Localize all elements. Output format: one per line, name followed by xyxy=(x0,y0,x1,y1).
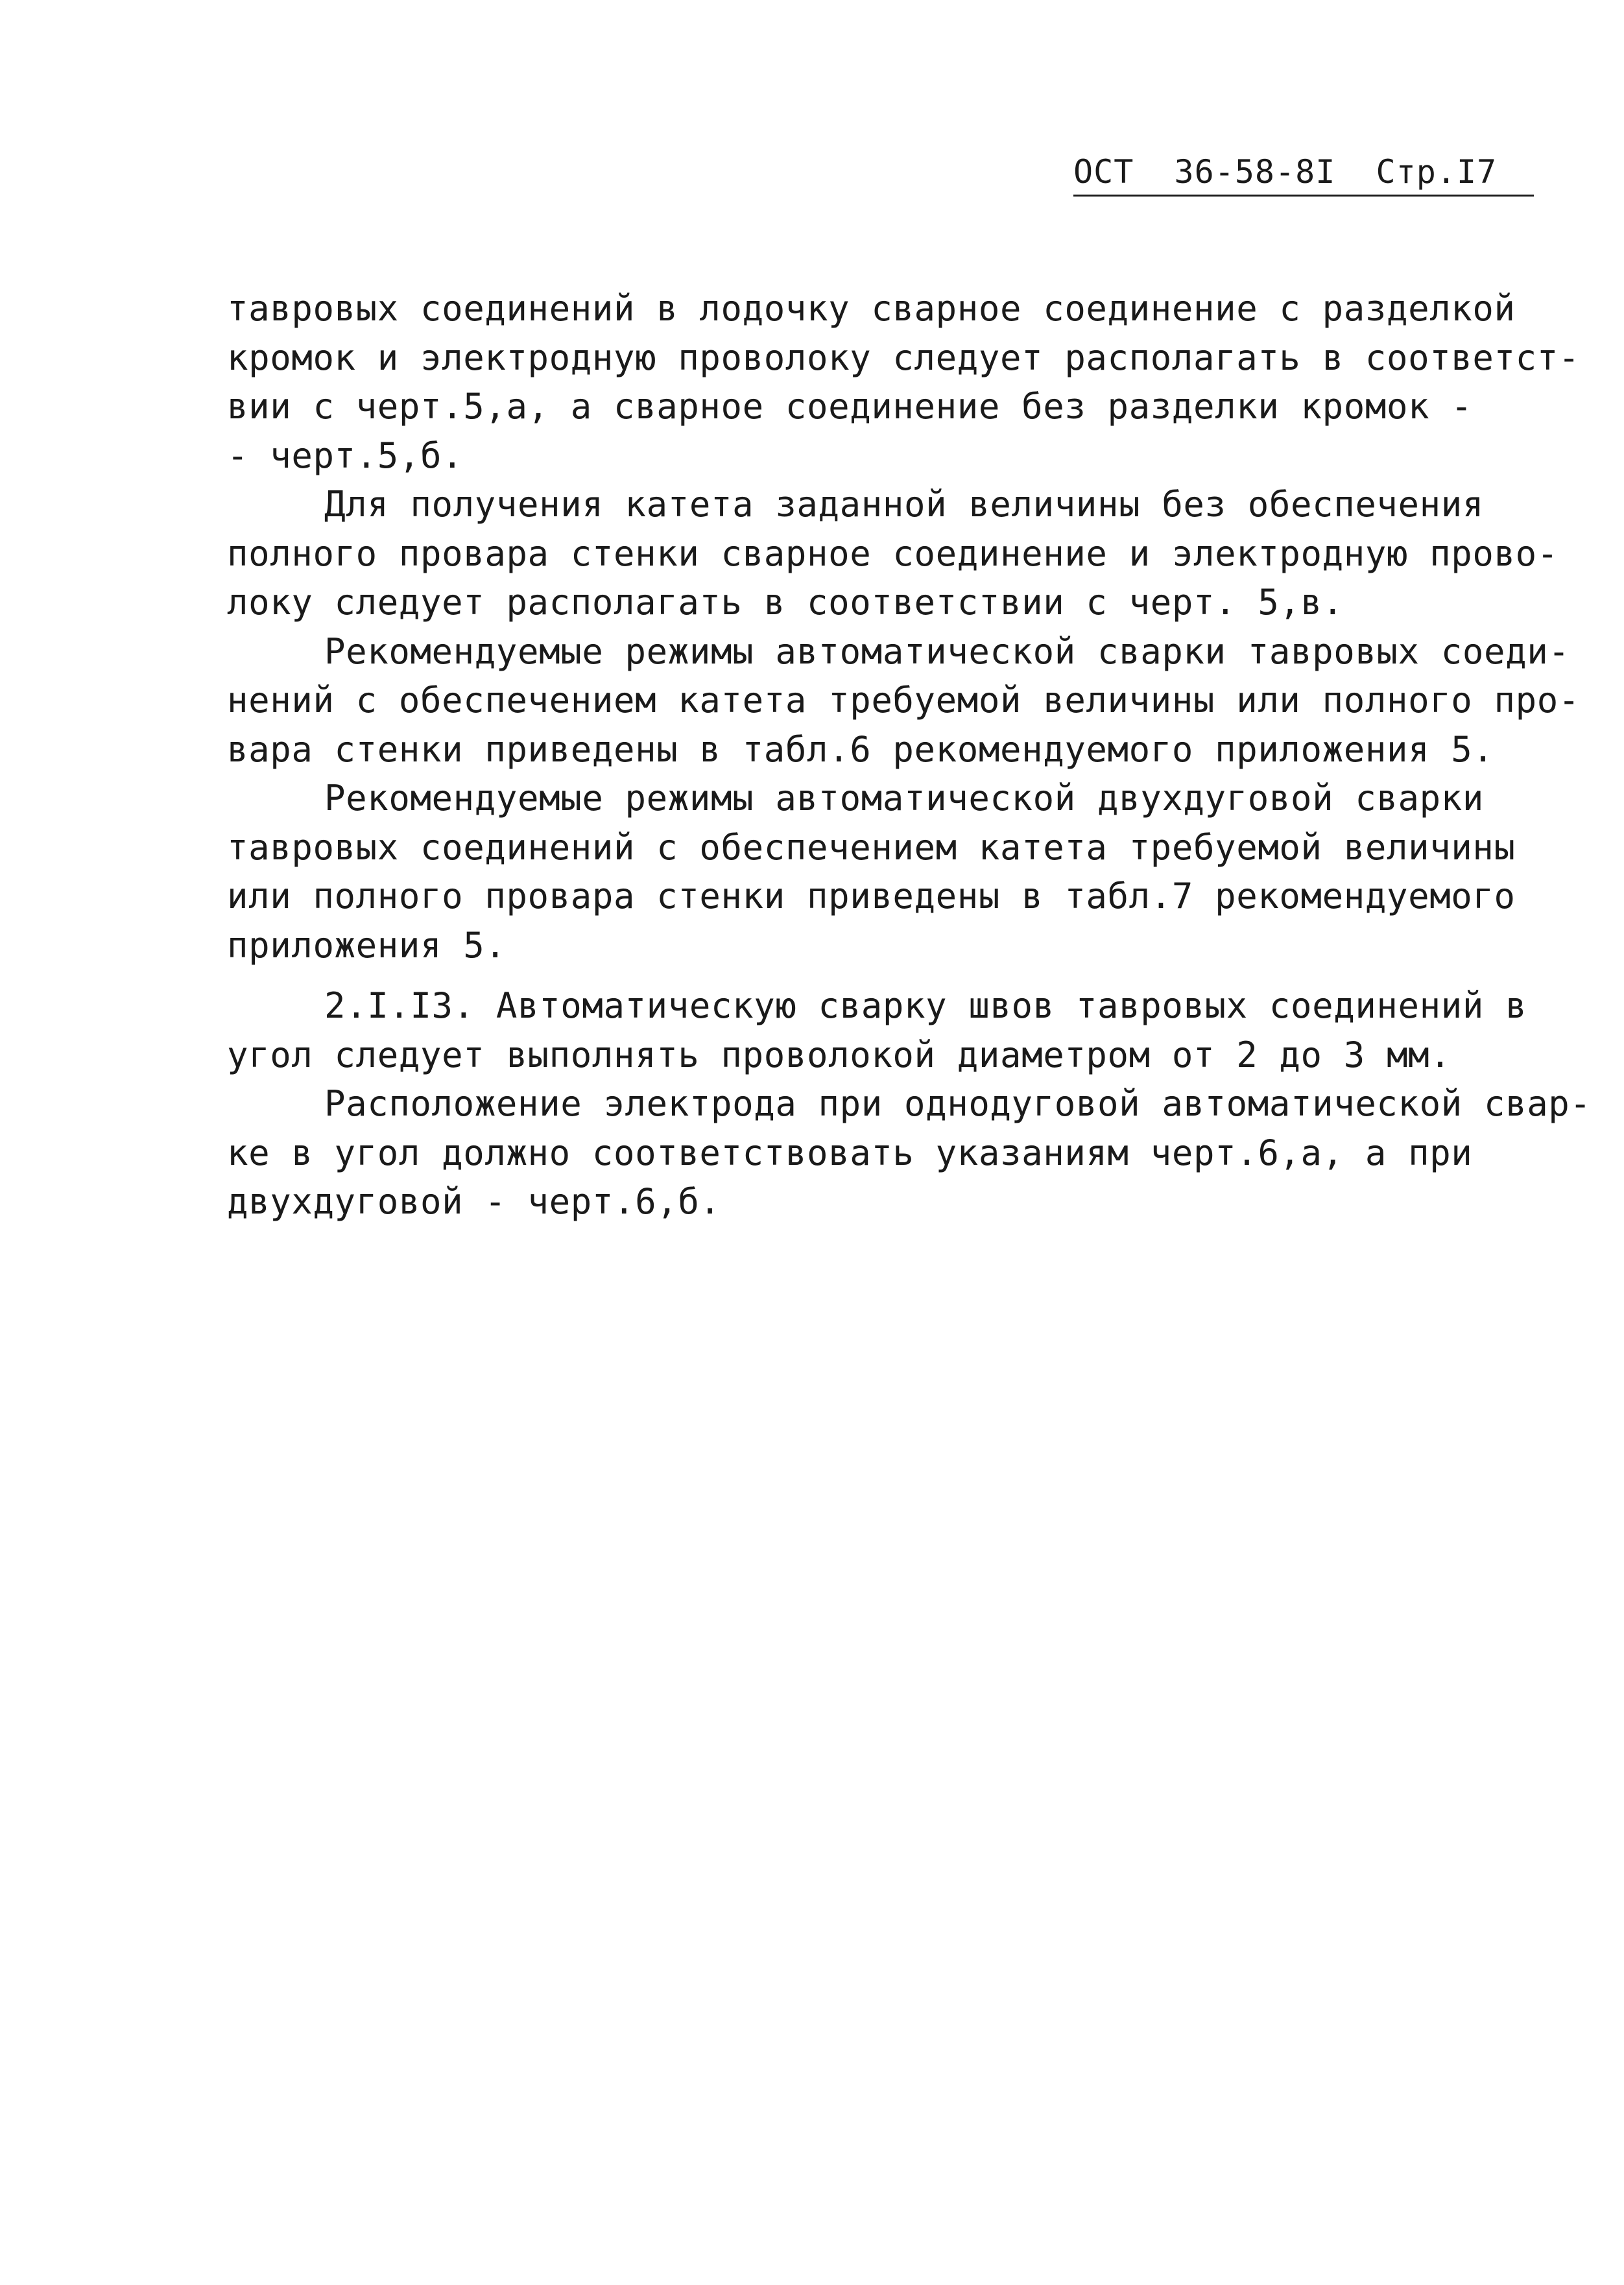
text-line: приложения 5. xyxy=(227,924,507,966)
text-line: полного провара стенки сварное соединение и электродную прово- xyxy=(227,532,1558,574)
paragraph-gap xyxy=(227,970,1524,981)
paragraph xyxy=(227,284,1580,480)
paragraph xyxy=(227,480,1558,627)
text-line: Расположение электрода при однодуговой автоматической свар- xyxy=(324,1083,1592,1124)
text-line: или полного провара стенки приведены в табл.7 рекомендуемого xyxy=(227,876,1516,916)
text-line: тавровых соединений в лодочку сварное соединение с разделкой xyxy=(227,288,1516,329)
document-body xyxy=(227,284,1592,1226)
text-line: угол следует выполнять проволокой диаметром от 2 до 3 мм. xyxy=(227,1034,1451,1075)
text-line: тавровых соединений с обеспечением катета требуемой величины xyxy=(227,826,1516,868)
text-line: ке в угол должно соответствовать указаниям черт.6,а, а при xyxy=(227,1132,1473,1173)
text-line: Для получения катета заданной величины без обеспечения xyxy=(324,484,1484,525)
paragraph xyxy=(227,1079,1592,1226)
text-line: вара стенки приведены в табл.6 рекомендуемого приложения 5. xyxy=(227,728,1494,770)
text-line: Рекомендуемые режимы автоматической сварки тавровых соеди- xyxy=(324,630,1570,672)
text-line: локу следует располагать в соответствии с черт. 5,в. xyxy=(227,582,1344,623)
text-line: двухдуговой - черт.6,б. xyxy=(227,1181,721,1222)
text-line: кромок и электродную проволоку следует располагать в соответст- xyxy=(227,337,1580,378)
paragraph xyxy=(227,774,1524,970)
page-header: ОСТ 36-58-8I Стр.I7 xyxy=(1073,150,1534,197)
text-line: вии с черт.5,а, а сварное соединение без разделки кромок - xyxy=(227,386,1473,427)
text-line: - черт.5,б. xyxy=(227,435,464,476)
text-line: 2.I.I3. Автоматическую сварку швов тавровых соединений в xyxy=(324,985,1527,1026)
text-line: Рекомендуемые режимы автоматической двухдуговой сварки xyxy=(324,778,1484,819)
text-line: нений с обеспечением катета требуемой величины или полного про- xyxy=(227,680,1580,721)
paragraph xyxy=(227,627,1580,774)
paragraph xyxy=(227,981,1527,1079)
